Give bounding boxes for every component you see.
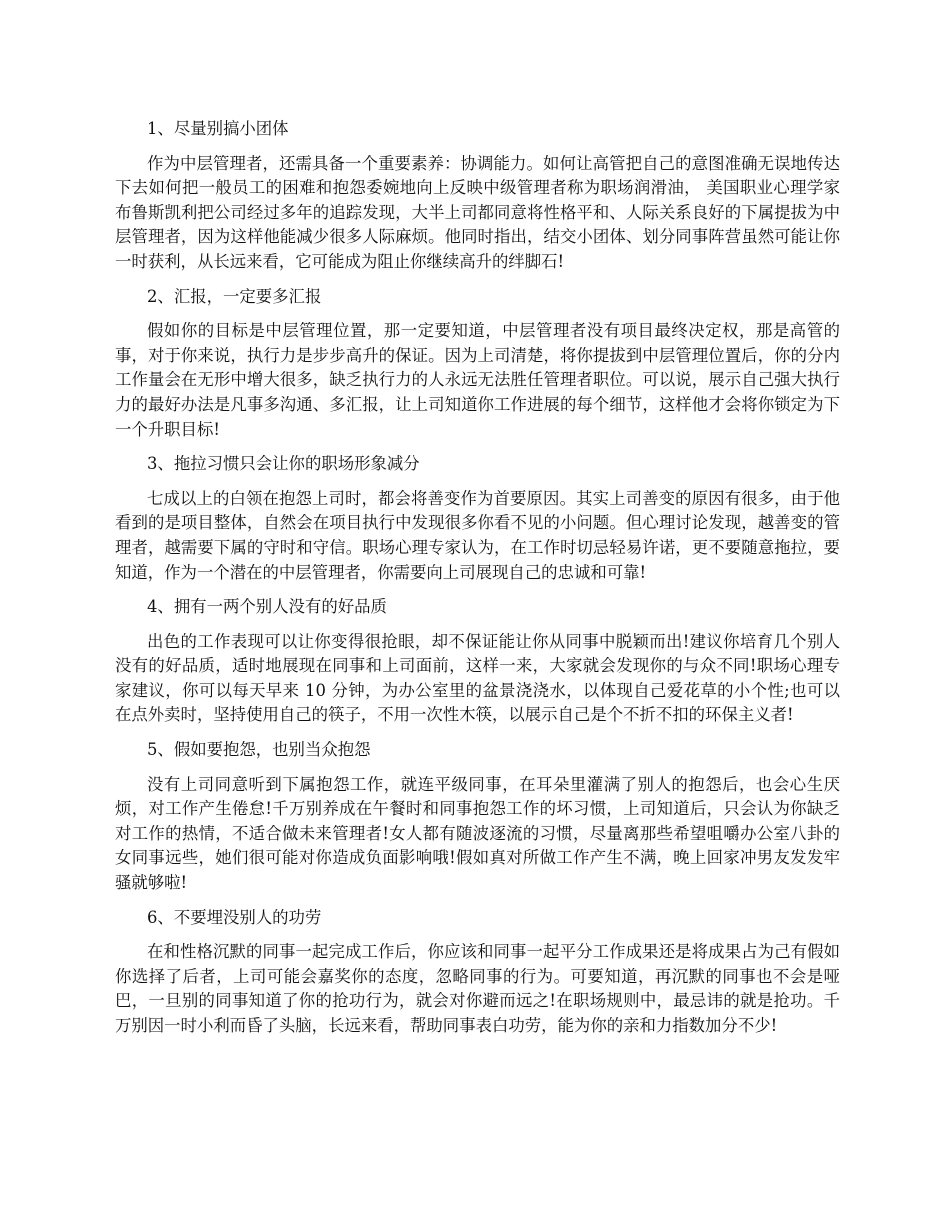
section-paragraph: 在和性格沉默的同事一起完成工作后，你应该和同事一起平分工作成果还是将成果占为己有假如你选择了后者，上司可能会嘉奖你的态度，忽略同事的行为。可要知道，再沉默的同事也不会是哑巴，一旦别的同事知道了你的抢功行为，就会对你避而远之!在职场规则中，最忌讳的就是抢功。千万别因一时小利而昏了头脑，长远来看，帮助同事表白功劳，能为你的亲和力指数加分不少!	[115, 942, 840, 1035]
section-heading: 2、汇报，一定要多汇报	[147, 286, 322, 306]
section-heading: 3、拖拉习惯只会让你的职场形象减分	[147, 454, 420, 474]
section-paragraph: 假如你的目标是中层管理位置，那一定要知道，中层管理者没有项目最终决定权，那是高管的事，对于你来说，执行力是步步高升的保证。因为上司清楚，将你提拔到中层管理位置后，你的分内工作量会在无形中增大很多，缺乏执行力的人永远无法胜任管理者职位。可以说，展示自己强大执行力的最好办法是凡事多沟通、多汇报，让上司知道你工作进展的每个细节，这样他才会将你锁定为下一个升职目标!	[115, 321, 840, 439]
section-heading: 1、尽量别搞小团体	[147, 119, 289, 138]
section-heading: 4、拥有一两个别人没有的好品质	[147, 597, 387, 617]
section-paragraph: 七成以上的白领在抱怨上司时，都会将善变作为首要原因。其实上司善变的原因有很多，由于他看到的是项目整体，自然会在项目执行中发现很多你看不见的小问题。但心理讨论发现，越善变的管理者，越需要下属的守时和守信。职场心理专家认为，在工作时切忌轻易许诺，更不要随意拖拉，要知道，作为一个潜在的中层管理者，你需要向上司展现自己的忠诚和可靠!	[115, 488, 840, 582]
section-5	[115, 738, 840, 896]
section-paragraph: 没有上司同意听到下属抱怨工作，就连平级同事，在耳朵里灌满了别人的抱怨后，也会心生厌烦，对工作产生倦怠!千万别养成在午餐时和同事抱怨工作的坏习惯，上司知道后，只会认为你缺乏对工作的热情，不适合做未来管理者!女人都有随波逐流的习惯，尽量离那些希望咀嚼办公室八卦的女同事远些，她们很可能对你造成负面影响哦!假如真对所做工作产生不满，晚上回家冲男友发发牢骚就够啦!	[115, 774, 840, 893]
section-6	[115, 906, 840, 1039]
section-3	[115, 452, 840, 585]
section-heading: 6、不要埋没别人的功劳	[147, 907, 322, 927]
section-1	[115, 117, 840, 275]
section-paragraph: 作为中层管理者，还需具备一个重要素养：协调能力。如何让高管把自己的意图准确无误地传达下去如何把一般员工的困难和抱怨委婉地向上反映中级管理者称为职场润滑油， 美国职业心理学家布鲁斯凯利把公司经过多年的追踪发现，大半上司都同意将性格平和、人际关系良好的下属提拔为中层管理者，因为这样他能减少很多人际麻烦。他同时指出，结交小团体、划分同事阵营虽然可能让你一时获利，从长远来看，它可能成为阻止你继续高升的绊脚石!	[115, 153, 840, 271]
section-paragraph: 出色的工作表现可以让你变得很抢眼，却不保证能让你从同事中脱颖而出!建议你培育几个别人没有的好品质，适时地展现在同事和上司面前，这样一来，大家就会发现你的与众不同!职场心理专家建议，你可以每天早来 10 分钟，为办公室里的盆景浇浇水，以体现自己爱花草的小个性;也可以在点外卖时，坚持使用自己的筷子，不用一次性木筷，以展示自己是个不折不扣的环保主义者!	[115, 631, 840, 725]
section-2	[115, 285, 840, 443]
section-4	[115, 595, 840, 728]
document-page	[115, 117, 840, 1049]
section-heading: 5、假如要抱怨，也别当众抱怨	[147, 740, 371, 760]
